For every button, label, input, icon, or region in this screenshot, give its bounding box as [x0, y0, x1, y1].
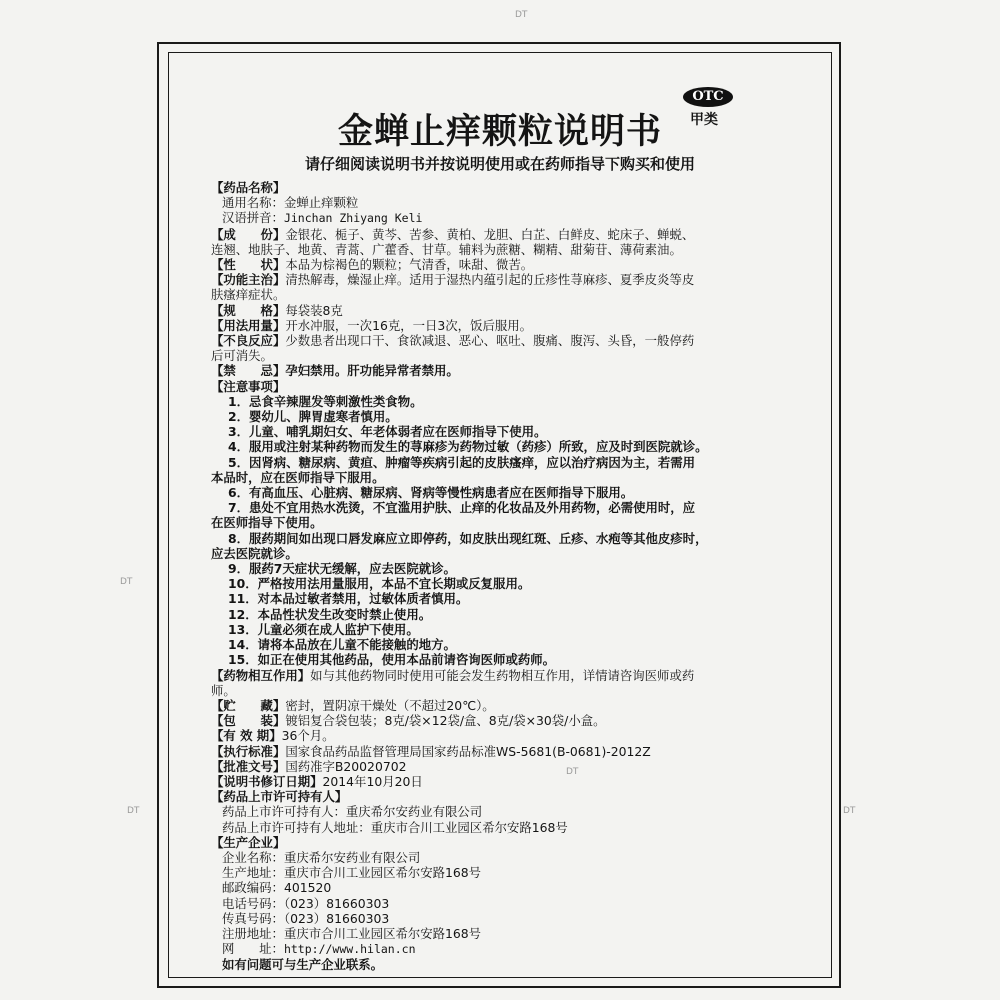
- storage-label: 【贮 藏】: [211, 697, 286, 713]
- adverse-line1: 少数患者出现口干、食欲减退、恶心、呕吐、腹痛、腹泻、头昏，一般停药: [285, 333, 695, 349]
- validity-row: [211, 728, 806, 743]
- revision-value: 2014年10月20日: [322, 773, 423, 789]
- usage-row: [211, 318, 806, 333]
- list-item: 12．本品性状发生改变时禁止使用。: [228, 606, 432, 622]
- ingredients-label: 【成 份】: [211, 226, 286, 242]
- leaflet-body: [211, 180, 806, 973]
- properties-row: [211, 257, 806, 272]
- watermark: DT: [843, 806, 856, 816]
- contra-label: 【禁 忌】: [211, 363, 286, 379]
- document-title: 金蝉止痒颗粒说明书: [337, 112, 662, 152]
- interactions-label: 【药物相互作用】: [211, 667, 311, 683]
- standard-row: [211, 744, 806, 759]
- list-item: 8．服药期间如出现口唇发麻应立即停药，如皮肤出现红斑、丘疹、水疱等其他皮疹时，: [228, 530, 708, 546]
- manufacturer-row: [211, 926, 806, 941]
- list-item: 11．对本品过敏者禁用，过敏体质者慎用。: [228, 591, 469, 607]
- common-name-value: 金蝉止痒颗粒: [283, 195, 359, 211]
- manufacturer-label: 生产地址：: [222, 865, 284, 881]
- manufacturer-value: （023）81660303: [283, 910, 390, 926]
- ingredients-line2: 连翘、地肤子、地黄、青蒿、广藿香、甘草。辅料为蔗糖、糊精、甜菊苷、薄荷素油。: [211, 241, 682, 257]
- adverse-line2: 后可消失。: [211, 348, 273, 364]
- interactions-row: [211, 668, 806, 683]
- manufacturer-label: 传真号码：: [222, 910, 284, 926]
- pinyin-value: Jinchan Zhiyang Keli: [283, 211, 423, 226]
- properties-value: 本品为棕褐色的颗粒；气清香，味甜、微苦。: [285, 257, 534, 273]
- watermark: DT: [515, 10, 528, 20]
- precautions-list: [211, 394, 806, 668]
- mah-addr-label: 药品上市许可持有人地址：: [222, 819, 371, 835]
- list-item: 9．服药7天症状无缓解，应去医院就诊。: [228, 561, 456, 577]
- manufacturer-value: （023）81660303: [283, 895, 390, 911]
- manufacturer-value: 401520: [283, 880, 332, 896]
- contra-row: [211, 363, 806, 378]
- standard-label: 【执行标准】: [211, 743, 286, 759]
- contact-footer: 如有问题可与生产企业联系。: [222, 957, 384, 973]
- package-row: [211, 713, 806, 728]
- spec-row: [211, 303, 806, 318]
- list-item: 15．如正在使用其他药品，使用本品前请咨询医师或药师。: [228, 652, 556, 668]
- manufacturer-label: 电话号码：: [222, 895, 284, 911]
- list-item-continuation: 在医师指导下使用。: [211, 515, 323, 531]
- usage-value: 开水冲服，一次16克，一日3次，饭后服用。: [285, 317, 533, 333]
- manufacturer-row: [211, 880, 806, 895]
- watermark: DT: [120, 577, 133, 587]
- common-name-label: 通用名称：: [222, 195, 284, 211]
- package-label: 【包 装】: [211, 713, 286, 729]
- usage-label: 【用法用量】: [211, 317, 286, 333]
- watermark: DT: [566, 767, 579, 777]
- watermark: DT: [127, 806, 140, 816]
- manufacturer-row: [211, 865, 806, 880]
- list-item: 14．请将本品放在儿童不能接触的地方。: [228, 637, 456, 653]
- section-header-manufacturer: 【生产企业】: [211, 834, 286, 850]
- otc-class-label: 甲类: [690, 112, 718, 128]
- list-item: 7．患处不宜用热水洗烫，不宜滥用护肤、止痒的化妆品及外用药物，必需使用时，应: [228, 500, 696, 516]
- adverse-row: [211, 333, 806, 348]
- mah-name-value: 重庆希尔安药业有限公司: [345, 804, 483, 820]
- indications-line1: 清热解毒，燥湿止痒。适用于湿热内蕴引起的丘疹性荨麻疹、夏季皮炎等皮: [285, 272, 695, 288]
- list-item: 2．婴幼儿、脾胃虚寒者慎用。: [228, 409, 398, 425]
- manufacturer-label: 注册地址：: [222, 925, 284, 941]
- revision-label: 【说明书修订日期】: [211, 773, 323, 789]
- ingredients-line1: 金银花、栀子、黄芩、苦参、黄柏、龙胆、白芷、白鲜皮、蛇床子、蝉蜕、: [285, 226, 695, 242]
- list-item: 10．严格按用法用量服用，本品不宜长期或反复服用。: [228, 576, 531, 592]
- manufacturer-value: 重庆市合川工业园区希尔安路168号: [283, 865, 482, 881]
- mah-name-row: [211, 804, 806, 819]
- manufacturer-label: 邮政编码：: [222, 880, 284, 896]
- indications-label: 【功能主治】: [211, 272, 286, 288]
- manufacturer-value: 重庆希尔安药业有限公司: [283, 849, 421, 865]
- standard-value: 国家食品药品监督管理局国家药品标准WS-5681(B-0681)-2012Z: [285, 743, 651, 759]
- manufacturer-value: 重庆市合川工业园区希尔安路168号: [283, 925, 482, 941]
- list-item: 5．因肾病、糖尿病、黄疸、肿瘤等疾病引起的皮肤瘙痒，应以治疗病因为主，若需用: [228, 454, 696, 470]
- mah-name-label: 药品上市许可持有人：: [222, 804, 346, 820]
- list-item-continuation: 本品时，应在医师指导下服用。: [211, 469, 385, 485]
- manufacturer-row: [211, 941, 806, 957]
- revision-row: [211, 774, 806, 789]
- interactions-line1: 如与其他药物同时使用可能会发生药物相互作用，详情请咨询医师或药: [310, 667, 695, 683]
- indications-line2: 肤瘙痒症状。: [211, 287, 286, 303]
- list-item: 1．忌食辛辣腥发等刺激性类食物。: [228, 393, 423, 409]
- list-item: 6．有高血压、心脏病、糖尿病、肾病等慢性病患者应在医师指导下服用。: [228, 485, 634, 501]
- adverse-label: 【不良反应】: [211, 333, 286, 349]
- list-item-continuation: 应去医院就诊。: [211, 545, 298, 561]
- storage-value: 密封，置阴凉干燥处（不超过20℃）。: [285, 697, 495, 713]
- mah-addr-row: [211, 820, 806, 835]
- ingredients-row: [211, 227, 806, 242]
- storage-row: [211, 698, 806, 713]
- approval-value: 国药准字B20020702: [285, 758, 407, 774]
- list-item: 3．儿童、哺乳期妇女、年老体弱者应在医师指导下使用。: [228, 424, 547, 440]
- spec-label: 【规 格】: [211, 302, 286, 318]
- document-subtitle: 请仔细阅读说明书并按说明使用或在药师指导下购买和使用: [304, 155, 695, 173]
- manufacturer-website: http://www.hilan.cn: [283, 942, 416, 957]
- approval-label: 【批准文号】: [211, 758, 286, 774]
- section-header-drug-name: 【药品名称】: [211, 180, 286, 195]
- manufacturer-label: 企业名称：: [222, 849, 284, 865]
- validity-label: 【有 效 期】: [211, 728, 282, 744]
- manufacturer-row: [211, 850, 806, 865]
- manufacturer-row: [211, 911, 806, 926]
- spec-value: 每袋装8克: [285, 302, 343, 318]
- validity-value: 36个月。: [281, 728, 335, 744]
- package-value: 镀铝复合袋包装；8克/袋×12袋/盒、8克/袋×30袋/小盒。: [285, 713, 606, 729]
- mah-addr-value: 重庆市合川工业园区希尔安路168号: [370, 819, 568, 835]
- properties-label: 【性 状】: [211, 257, 286, 273]
- list-item: 13．儿童必须在成人监护下使用。: [228, 621, 419, 637]
- manufacturer-row: [211, 896, 806, 911]
- common-name-row: [211, 195, 806, 210]
- otc-badge: OTC: [683, 87, 733, 107]
- pinyin-row: [211, 210, 806, 226]
- approval-row: [211, 759, 806, 774]
- interactions-line2: 师。: [211, 682, 236, 698]
- pinyin-label: 汉语拼音：: [222, 210, 284, 226]
- indications-row: [211, 272, 806, 287]
- contra-value: 孕妇禁用。肝功能异常者禁用。: [285, 363, 459, 379]
- section-header-mah: 【药品上市许可持有人】: [211, 789, 348, 805]
- section-header-precautions: 【注意事项】: [211, 378, 286, 394]
- manufacturer-label: 网 址：: [222, 941, 284, 957]
- list-item: 4．服用或注射某种药物而发生的荨麻疹为药物过敏（药疹）所致，应及时到医院就诊。: [228, 439, 708, 455]
